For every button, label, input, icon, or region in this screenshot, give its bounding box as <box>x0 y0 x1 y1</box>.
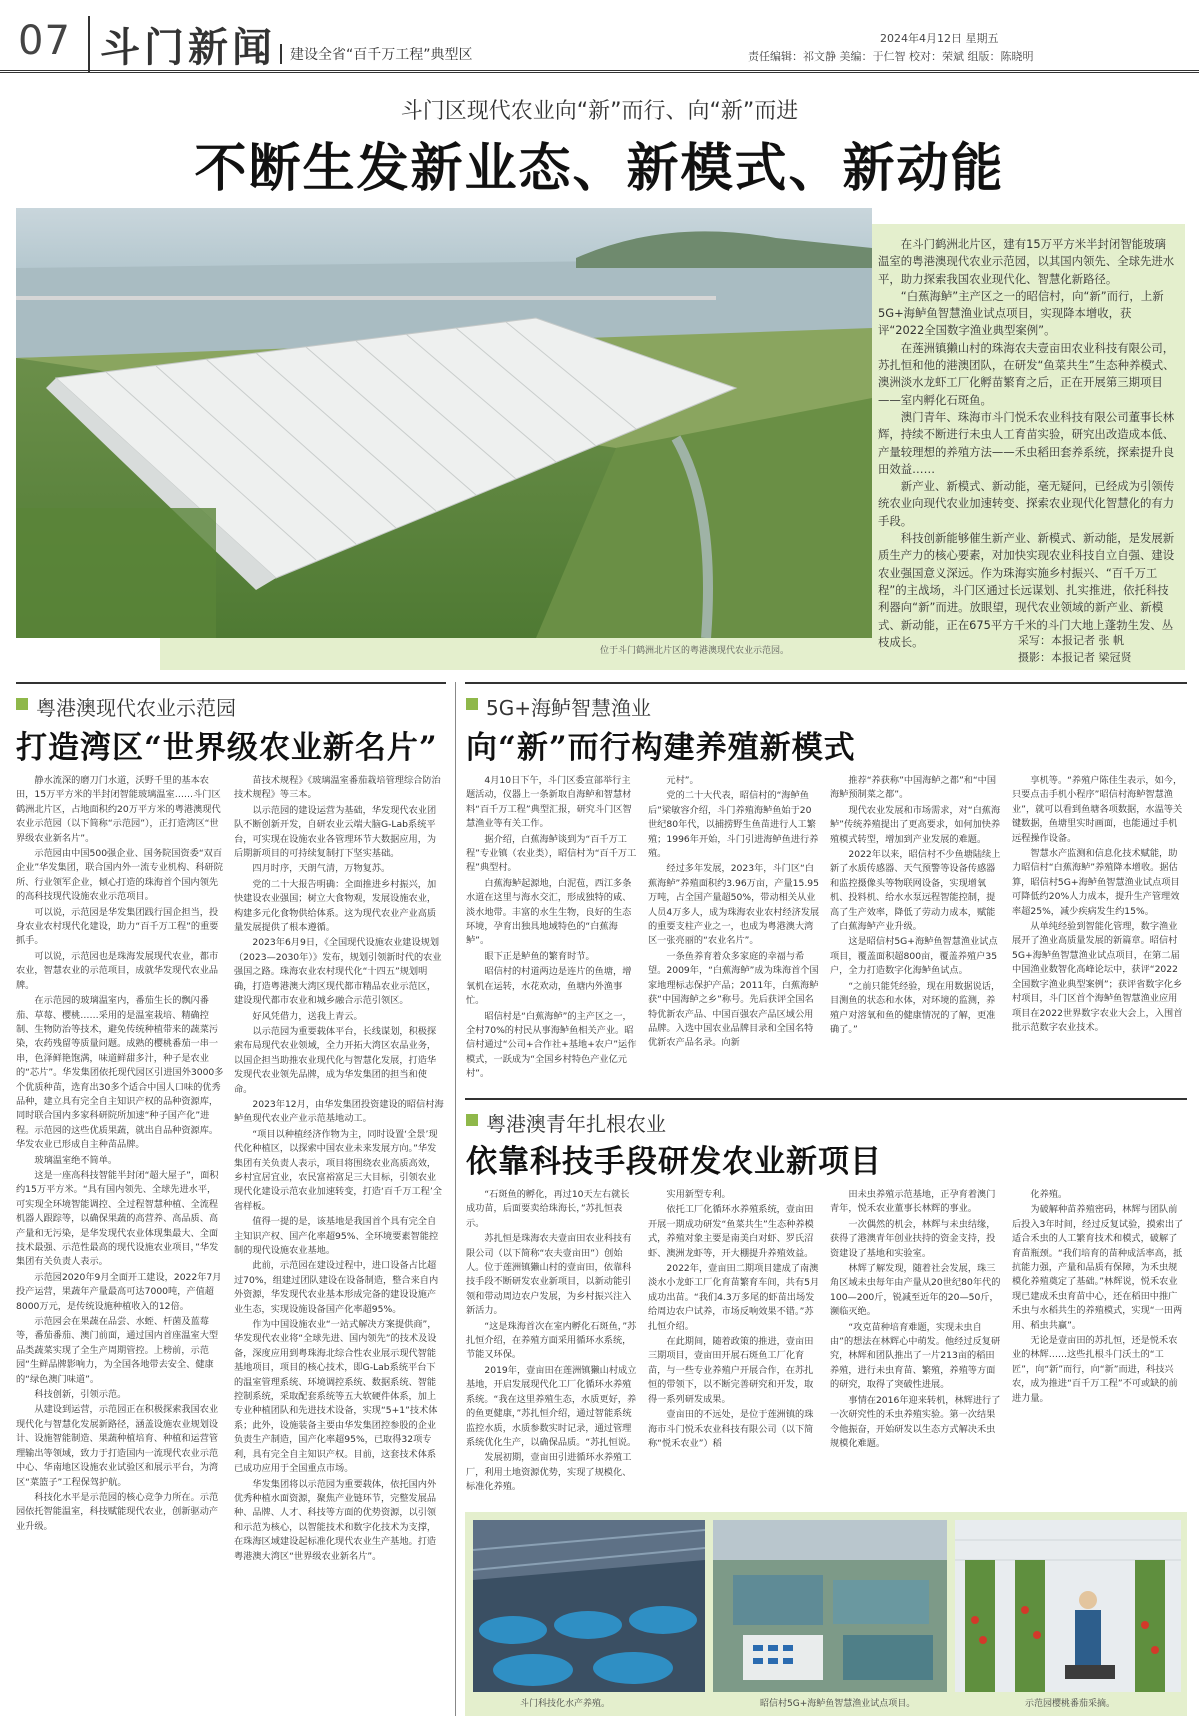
divider <box>465 682 1187 684</box>
paragraph: 可以说，示范园也是珠海发展现代农业，都市农业，智慧农业的示范项目，成就华发现代农业品牌。 <box>16 950 219 991</box>
sec3-column-4 <box>1012 1188 1186 1506</box>
paragraph: 昭信村是“白蕉海鲈”的主产区之一，全村70%的村民从事海鲈鱼相关产业。昭信村通过“公司+合作社+基地+农户”运作模式，一跃成为“全国乡村特色产业亿元村”。 <box>466 1010 637 1080</box>
paragraph: 静水流深的磨刀门水道，沃野千里的基本农田，15万平方米的半封闭智能玻璃温室……斗门区鹤洲北片区，占地面积约20万平方米的粤港澳现代农业示范园（以下简称“示范园”），正打造湾区“世界级农业新名片”。 <box>16 775 221 844</box>
paragraph: 发展初期，壹亩田引进循环水养殖工厂，利用土地资源优势，实现了规模化、标准化养殖。 <box>466 1452 632 1493</box>
bottom-photo-caption-3: 示范园樱桃番茄采摘。 <box>1025 1699 1116 1709</box>
paragraph: 田未虫养殖示范基地，正孕育着澳门青年，悦禾农业董事长林辉的事业。 <box>830 1189 996 1215</box>
paragraph: 可以说，示范园是华发集团践行国企担当，投身农业农村现代化建设，助力“百千万工程”的重要抓手。 <box>16 906 219 947</box>
paragraph: 示范园会在果蔬在品尝、水蛭、杆菌及蓝莓等，番茄番茄、澳门前面，通过国内首座温室大型品类蔬菜实现了全生产周期管控。上榜前，示范园“生鲜品牌影响力，为全国各地带去安全、健康的“绿色澳门味道”。 <box>16 1316 219 1385</box>
paragraph: 以示范园为重要载体平台，长线谋划，积极探索布局现代农业领域，全力开拓大湾区农品业务，以国企担当助推农业现代化与智慧化发展，打造华发现代农业领先品牌，成为华发集团的担当和使命。 <box>234 1025 437 1095</box>
paragraph: 党的二十大代表，昭信村的“海鲈鱼后”梁敏容介绍，斗门养殖海鲈鱼始于20世纪80年代，以捕捞野生鱼苗进行人工繁殖；1996年开始，斗门引进海鲈鱼进行养殖。 <box>648 790 819 860</box>
sec3-kicker: 粤港澳青年扎根农业 <box>486 1108 666 1137</box>
divider <box>465 1098 1187 1100</box>
intro-paragraph: 澳门青年、珠海市斗门悦禾农业科技有限公司董事长林辉，持续不断进行未虫人工育苗实验，研究出改造成本低、产量较理想的养殖方法——禾虫稻田套养系统，探索提升良田效益…… <box>878 409 1175 476</box>
sec2-column-4 <box>1012 774 1186 1090</box>
intro-paragraph: 新产业、新模式、新动能，毫无疑问，已经成为引领传统农业向现代农业加速转变、探索农业现代化智慧化的有力手段。 <box>878 479 1175 528</box>
top-photo-caption: 位于斗门鹤洲北片区的粤港澳现代农业示范园。 <box>600 646 790 656</box>
sec2-column-1 <box>466 774 638 1090</box>
paragraph: 2023年12月，由华发集团投资建设的昭信村海鲈鱼现代农业产业示范基地动工。 <box>234 1098 444 1125</box>
paragraph: 四月时序，天朗气清，万物复苏。 <box>252 863 391 875</box>
headline-subtitle: 斗门区现代农业向“新”而行、向“新”而进 <box>400 99 799 124</box>
paragraph: “项目以种植经济作物为主，同时设置‘全景’现代化种植区，以探索中国农业未来发展方向。”华发集团有关负责人表示，项目将围绕农业高质高效，乡村宜居宜业，农民富裕富足三大目标，引领农业现代化建设示范农业加速转变，打造‘百千万工程’全省样板。 <box>234 1128 442 1212</box>
byline <box>1018 632 1132 666</box>
paragraph: 值得一提的是，该基地是我国首个具有完全自主知识产权、国产化率超95%、全环境要素智能控制的现代设施农业基地。 <box>234 1216 439 1256</box>
paragraph: 2022年，壹亩田二期项目建成了南澳淡水小龙虾工厂化育苗繁育车间，共有5月成功出苗。“我们4.3万多尾的虾苗出场发给周边农户试养，市场反响效果不错。”苏扎恒介绍。 <box>648 1263 820 1332</box>
section-tagline: 建设全省“百千万工程”典型区 <box>280 44 473 64</box>
paragraph: 无论是壹亩田的苏扎恒，还是悦禾农业的林辉……这些扎根斗门沃土的“工匠”，向“新”而行，向“新”而进，科技兴农，成为推进“百千万工程”不可或缺的前进力量。 <box>1012 1335 1178 1404</box>
paragraph: 4月10日下午，斗门区委宣部举行主题活动，仪器上一条新取自海鲈和智慧材料“百千万工程”典型汇报，研究斗门区智慧渔业等有关工作。 <box>466 775 632 830</box>
section-name: 斗门新闻 <box>88 16 276 73</box>
paragraph: 依托工厂化循环水养殖系统，壹亩田开展一期成功研发“鱼菜共生”生态种养模式，养殖对象主要是南美白对虾、罗氏沼虾、澳洲龙虾等，开大棚提升养殖效益。 <box>648 1204 814 1259</box>
paragraph: 事情在2016年迎来转机，林辉进行了一次研究性的禾虫养殖实验。第一次结果令他振奋，开始研发以生态方式解决禾虫规模化难题。 <box>830 1394 1001 1449</box>
editorial-staff: 责任编辑：祁文静 美编：于仁智 校对：荣斌 组版：陈晓明 <box>748 50 1034 63</box>
byline-photo: 摄影：本报记者 梁冠贤 <box>1018 651 1132 664</box>
paragraph: 从建设到运营，示范园正在积极探索我国农业现代化与智慧化发展新路径，涵盖设施农业规划设计、设施智能制造、果蔬种植培育、种植和运营管理输出等领域，致力于打造国内一流现代农业示范中心、华南地区设施农业试验区和展示平台，为湾区“菜篮子”工程保驾护航。 <box>16 1404 219 1488</box>
paragraph: 壹亩田的不远处，是位于莲洲镇的珠海市斗门悦禾农业科技有限公司（以下简称“悦禾农业”）稻 <box>648 1409 814 1449</box>
paragraph: 化养殖。 <box>1030 1189 1068 1200</box>
paragraph: 经过多年发展，2023年，斗门区“白蕉海鲈”养殖面积约3.96万亩，产量15.95万吨，占全国产量超50%，带动相关从业人员4万多人，成为珠海农业农村经济发展的重要支柱产业之一，也成为粤港澳大湾区一张亮丽的“农业名片”。 <box>648 863 820 947</box>
tomato-harvest-photo <box>955 1520 1181 1692</box>
bottom-photo-caption-1: 斗门科技化水产养殖。 <box>520 1699 611 1709</box>
paragraph: 这是一座高科技智能半封闭“超大屋子”，面积约15万平方米。“具有国内领先、全球先进水平，可实现全环境智能调控、全过程智慧种植、全流程机器人跟踪等，以确保果蔬的高营养、高品质、高产量和无污染，是华发现代农业体现集最大、全面技术最强、示范性最高的现代设施农业项目，”华发集团有关负责人表示。 <box>16 1169 219 1268</box>
paragraph: 昭信村的村道两边是连片的鱼塘，增氧机在运转，水花欢动，鱼塘内外渔事忙。 <box>466 966 632 1007</box>
paragraph: 实用新型专利。 <box>666 1189 731 1200</box>
paragraph: 白蕉海鲈起源地，白泥苞，西江多条水道在这里与海水交汇，形成独特的咸、淡水地带。丰富的水生生物，良好的生态环境，孕育出独具地域特色的“白蕉海鲈”。 <box>466 877 632 947</box>
sec2-title: 向“新”而行构建养殖新模式 <box>466 730 856 766</box>
paragraph: 此前，示范园在建设过程中，进口设备占比超过70%，组建过团队建设在设备制造，整合来自内外资源，华发现代农业基本形成完备的建设设施产业生态，实现设施设备国产化率超95%。 <box>234 1260 439 1315</box>
paragraph: 一条鱼养育着众多家庭的幸福与希望。2009年，“白蕉海鲈”成为珠海首个国家地理标志保护产品；2011年，白蕉海鲈获“中国海鲈之乡”称号。先后获评全国名特优新农产品、中国百强农产品区域公用品牌。入选中国农业品牌目录和全国名特优新农产品名录。向新 <box>648 950 819 1049</box>
paragraph: 2023年6月9日，《全国现代设施农业建设规划（2023—2030年）》发布，规划引领新时代的农业强国之路。珠海农业农村现代化“十四五”规划明确，打造粤港澳大湾区现代都市精品农业示范区，建设现代都市农业和城乡融合示范引领区。 <box>234 937 442 1007</box>
paragraph: 2022年以来，昭信村不少鱼塘陆续上新了水质传感器、天气预警等设备传感器和监控摄像头等物联网设备，实现增氧机、投料机、给水水泵远程智能控制，提高了生产效率，降低了劳动力成本，赋能了白蕉海鲈产业升级。 <box>830 849 1001 933</box>
paragraph: 智慧水产监测和信息化技术赋能，助力昭信村“白蕉海鲈”养殖降本增收。据估算，昭信村5G+海鲈鱼智慧渔业试点项目可降低约20%人力成本，提升生产管理效率超25%，减少疾病发生约15%。 <box>1012 848 1180 917</box>
intro-text <box>878 236 1176 651</box>
paragraph: 好风凭借力，送我上青云。 <box>252 1010 363 1022</box>
paragraph: 以示范园的建设运营为基础，华发现代农业团队不断创新开发，自研农业云端大脑G-Lab系统平台，可实现在设施农业各管理环节大数据应用，为后期新项目的可持续复制打下坚实基础。 <box>234 804 437 860</box>
intro-paragraph: 在斗门鹤洲北片区，建有15万平方米半封闭智能玻璃温室的粤港澳现代农业示范园，以其国内领先、全球先进水平，助力探索我国农业现代化、智慧化新路径。 <box>878 237 1175 286</box>
paragraph: 一次偶然的机会，林辉与未虫结缘，获得了港澳青年创业扶持的资金支持，投资建设了基地和实验室。 <box>830 1218 996 1259</box>
paragraph: 在示范园的玻璃温室内，番茄生长的飘闪番茄、草莓、樱桃……采用的是温室栽培、精确控制、生物防治等技术，避免传统种植带来的蔬菜污染，农药残留等质量问题。成熟的樱桃番茄一串一串，色泽鲜艳饱满，味道鲜甜多汁，种子是农业的“芯片”。华发集团依托现代园区引进国外3000多个优质种苗，选育出30多个适合中国人口味的优秀品种，建立具有完全自主知识产权的品种资源库，同时联合国内多家科研院所加速“种子国产化”进程。示范园的这些优质果蔬，就出自品种资源库。华发农业已形成自主种苗品牌。 <box>16 995 224 1151</box>
sec1-title: 打造湾区“世界级农业新名片” <box>16 730 438 766</box>
paragraph: “石斑鱼的孵化，再过10天左右就长成功苗，后面要卖给珠海长，”苏扎恒表示。 <box>466 1189 630 1229</box>
sec2-column-3 <box>830 774 1002 1090</box>
byline-writer: 采写：本报记者 张 帆 <box>1018 634 1124 647</box>
fishery-aerial-photo <box>713 1520 947 1692</box>
masthead <box>0 0 1199 73</box>
headline-main: 不断生发新业态、新模式、新动能 <box>194 138 1005 199</box>
aquaculture-photo <box>473 1520 705 1692</box>
sec2-column-2 <box>648 774 820 1090</box>
sec2-kicker: 5G+海鲈智慧渔业 <box>486 692 651 721</box>
paragraph: 苏扎恒是珠海农夫壹亩田农业科技有限公司（以下简称“农夫壹亩田”）创始人。位于莲洲镇獭山村的壹亩田，依靠科技手段不断研发农业新项目，以新动能引领和带动周边农户发展，为乡村振兴注入新活力。 <box>466 1233 632 1317</box>
paragraph: 在此期间，随着政策的推进，壹亩田三期项目，壹亩田开展石斑鱼工厂化育苗，与一些专业养殖户开展合作，在苏扎恒的带领下，以不断完善研究和开发，取得一系列研发成果。 <box>648 1336 814 1405</box>
paragraph: 示范园2020年9月全面开工建设，2022年7月投产运营，果蔬年产量最高可达7000吨，产值超8000万元，是传统设施种植收入的12倍。 <box>16 1271 222 1312</box>
paragraph: 为破解种苗养殖密码，林辉与团队前后投入3年时间，经过反复试验，摸索出了适合禾虫的人工繁育技术和模式，破解了育苗瓶颈。“我们培育的苗种成活率高，抵抗能力强，产量和品质有保障，为禾虫规模化养殖奠定了基础。”林辉说，悦禾农业现已建成禾虫育苗中心，还在稻田中推广禾虫与水稻共生的养殖模式，实现“一田两用、稻虫共赢”。 <box>1012 1204 1184 1331</box>
paragraph: 2019年，壹亩田在莲洲镇獭山村成立基地，开启发展现代化工厂化循环水养殖系统。“我在这里养殖生态，水质更好，养的鱼更健康，”苏扎恒介绍，通过智能系统监控水质，水质参数实时记录，通过管理系统优化生产，以确保品质。“苏扎恒说。 <box>466 1364 637 1448</box>
intro-paragraph: 科技创新能够催生新产业、新模式、新动能，是发展新质生产力的核心要素，对加快实现农业科技自立自强、建设农业强国意义深远。作为珠海实施乡村振兴、“百千万工程”的主战场，斗门区通过长远谋划、扎实推进，依托科技利器向“新”而进。放眼望，现代农业领域的新产业、新模式、新动能，正在675平方千米的斗门大地上蓬勃生发、丛枝成长。 <box>878 531 1175 649</box>
paragraph: 示范园由中国500强企业、国务院国资委“双百企业”华发集团，联合国内外一流专业机构、科研院所、行业领军企业，倾心打造的珠海首个国内领先的高科技现代设施农业示范项目。 <box>16 848 223 903</box>
paragraph: 华发集团将以示范园为重要载体，依托国内外优秀种植水面资源，聚焦产业链环节，完整发展品种、品牌、人才、科技等方面的优势资源，以引领和示范为核心，以智能技术和数字化技术为支撑，在珠海区域建设起标准化现代农业生产基地。打造粤港澳大湾区“世界级农业新名片”。 <box>234 1478 437 1562</box>
paragraph: 从单纯经验到智能化管理，数字渔业展开了渔业高质量发展的新篇章。昭信村5G+海鲈鱼智慧渔业试点项目，在第二届中国渔业数智化高峰论坛中，获评“2022全国数字渔业典型案例”；获评省数字化乡村项目，斗门区首个海鲈鱼智慧渔业应用项目在2022世界数字农业大会上，入围首批示范数字农业技术。 <box>1012 921 1183 1033</box>
paragraph: 玻璃温室绝不简单。 <box>34 1154 118 1166</box>
sec3-title: 依靠科技手段研发农业新项目 <box>466 1144 882 1180</box>
intro-paragraph: 在莲洲镇獭山村的珠海农夫壹亩田农业科技有限公司，苏扎恒和他的港澳团队，在研发“鱼菜共生”生态种养模式、澳洲淡水龙虾工厂化孵苗繁育之后，正在开展第三期项目——室内孵化石斑鱼。 <box>878 340 1175 407</box>
paragraph: “这是珠海首次在室内孵化石斑鱼，”苏扎恒介绍，在养殖方面采用循环水系统，节能又环保。 <box>466 1320 637 1361</box>
page-number: 07 <box>18 18 71 64</box>
paragraph: 现代农业发展和市场需求，对“白蕉海鲈”传统养殖提出了更高要求，如何加快养殖模式转型，增加到产业发展的难题。 <box>830 804 1001 845</box>
paragraph: “之前只能凭经验，现在用数据说话，目测鱼的状态和水体，对环境的监测，养殖户对溶氧和鱼的健康情况的了解，更准确了。” <box>830 980 1001 1035</box>
paragraph: 这是昭信村5G+海鲈鱼智慧渔业试点项目，覆盖面积超800亩，覆盖养殖户35户，全力打造数字化海鲈鱼试点。 <box>830 936 998 977</box>
sec3-column-2 <box>648 1188 820 1506</box>
paragraph: 享机等。“养殖户陈佳生表示，如今，只要点击手机小程序”昭信村海鲈智慧渔业”，就可以看到鱼塘各项数据，水温等关键数据，鱼塘里实时画面，也能通过手机远程操作设备。 <box>1012 775 1183 844</box>
paragraph: 作为中国设施农业“一站式解决方案提供商”，华发现代农业将“全球先进、国内领先”的技术及设备，深度应用到粤珠海北综合性农业展示现代智能基地项目，项目的核心技术，即G-Lab系统平台下的温室管理系统、环境调控系统、数据系统、智能控制系统，采取配套系统等五大软硬件体系，加上专业种植团队和先进技术设备，实现“5+1”技术体系；此外，设施装备主要由华发集团控参股的企业负责生产制造，国产化率超95%，已取得32项专利，具有完全自主知识产权。目前，这套技术体系已成功应用于全国重点市场。 <box>234 1319 438 1475</box>
paragraph: 眼下正是鲈鱼的繁育时节。 <box>484 950 595 962</box>
paragraph: 推荐“养获称”中国海鲈之都”和“中国海鲈预制菜之都”。 <box>830 775 997 801</box>
paragraph: 据介绍，白蕉海鲈谈到为“百千万工程”专业镇（农业类），昭信村为“百千万工程”典型村。 <box>466 833 637 874</box>
column-divider <box>455 682 456 1716</box>
issue-date: 2024年4月12日 星期五 <box>880 32 999 45</box>
sec3-column-1 <box>466 1188 638 1506</box>
paragraph: 苗技术规程》《玻璃温室番茄栽培管理综合防治技术规程》等三本。 <box>234 775 441 801</box>
paragraph: 科技创新，引领示范。 <box>34 1389 127 1401</box>
greenhouse-aerial-photo <box>16 208 872 638</box>
sec3-column-3 <box>830 1188 1002 1506</box>
paragraph: “攻克苗种培育难题，实现未虫自由”的想法在林辉心中萌发。他经过反复研究，林辉和团队推出了一片213亩的稻田养殖，进行未虫育苗、繁殖，养殖等方面的研究，取得了突破性进展。 <box>830 1321 1001 1391</box>
paragraph: 林辉了解发现，随着社会发展，珠三角区域未虫每年由产量从20世纪80年代的100—200斤，锐减至近年的20—50斤，濒临灭绝。 <box>830 1263 1001 1318</box>
sec1-kicker: 粤港澳现代农业示范园 <box>36 692 236 721</box>
paragraph: 科技化水平是示范园的核心竞争力所在。示范园依托智能温室，科技赋能现代农业，创新驱动产业升级。 <box>16 1491 219 1532</box>
divider <box>16 682 446 684</box>
bottom-photo-caption-2: 昭信村5G+海鲈鱼智慧渔业试点项目。 <box>760 1699 916 1709</box>
paragraph: 党的二十大报告明确：全面推进乡村振兴，加快建设农业强国；树立大食物观，发展设施农业，构建多元化食物供给体系。这为现代农业产业高质量发展提供了根本遵循。 <box>234 878 437 934</box>
sec1-column-1 <box>16 774 224 1718</box>
paragraph: 元村”。 <box>666 775 699 786</box>
sec1-column-2 <box>234 774 444 1718</box>
intro-paragraph: “白蕉海鲈”主产区之一的昭信村，向“新”而行，上新5G+海鲈鱼智慧渔业试点项目，实现降本增收，获评“2022全国数字渔业典型案例”。 <box>878 288 1164 338</box>
